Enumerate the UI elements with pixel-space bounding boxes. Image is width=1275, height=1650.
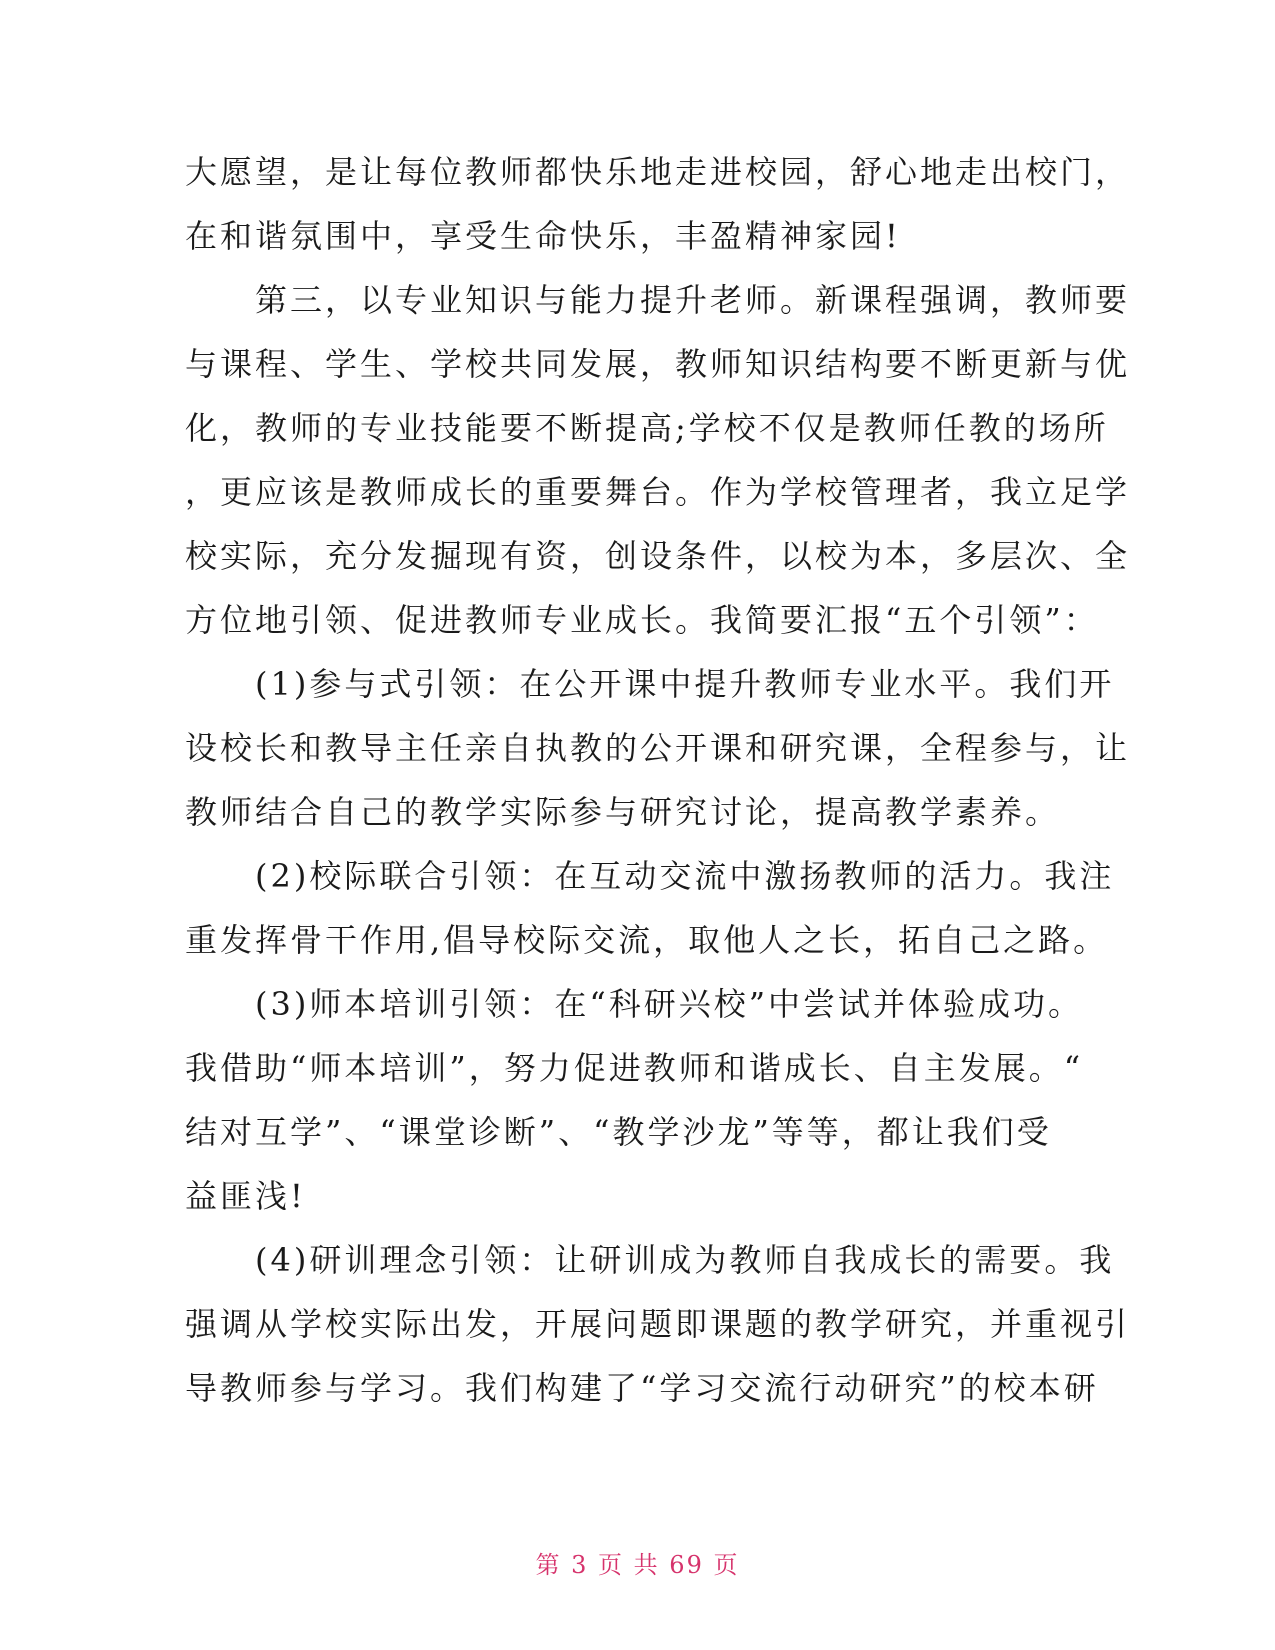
text-line: 方位地引领、促进教师专业成长。我简要汇报“五个引领”： xyxy=(185,601,1099,639)
page-number-footer: 第 3 页 共 69 页 xyxy=(535,1551,740,1579)
text-line: 化，教师的专业技能要不断提高;学校不仅是教师任教的场所 xyxy=(185,409,1109,447)
text-line: (1)参与式引领：在公开课中提升教师专业水平。我们开 xyxy=(185,665,1115,703)
text-line: (4)研训理念引领：让研训成为教师自我成长的需要。我 xyxy=(185,1241,1115,1279)
text-line: 强调从学校实际出发，开展问题即课题的教学研究，并重视引 xyxy=(185,1305,1131,1343)
text-line: 导教师参与学习。我们构建了“学习交流行动研究”的校本研 xyxy=(185,1369,1099,1407)
text-line: 重发挥骨干作用,倡导校际交流，取他人之长，拓自己之路。 xyxy=(185,921,1109,959)
text-line: 大愿望，是让每位教师都快乐地走进校园，舒心地走出校门， xyxy=(185,153,1131,191)
text-line: 校实际，充分发掘现有资，创设条件，以校为本，多层次、全 xyxy=(185,537,1131,575)
text-line: (3)师本培训引领：在“科研兴校”中尝试并体验成功。 xyxy=(185,985,1084,1023)
text-line: ，更应该是教师成长的重要舞台。作为学校管理者，我立足学 xyxy=(185,473,1131,511)
text-line: 结对互学”、“课堂诊断”、“教学沙龙”等等，都让我们受 xyxy=(185,1113,1052,1151)
text-line: 与课程、学生、学校共同发展，教师知识结构要不断更新与优 xyxy=(185,345,1131,383)
text-line: 在和谐氛围中，享受生命快乐，丰盈精神家园! xyxy=(185,217,901,255)
text-line: 设校长和教导主任亲自执教的公开课和研究课，全程参与，让 xyxy=(185,729,1131,767)
text-line: 我借助“师本培训”，努力促进教师和谐成长、自主发展。“ xyxy=(185,1049,1084,1087)
text-line: 益匪浅! xyxy=(185,1177,306,1215)
text-line: (2)校际联合引领：在互动交流中激扬教师的活力。我注 xyxy=(185,857,1115,895)
body-text xyxy=(185,140,1131,1420)
text-line: 第三，以专业知识与能力提升老师。新课程强调，教师要 xyxy=(185,281,1131,319)
text-line: 教师结合自己的教学实际参与研究讨论，提高教学素养。 xyxy=(185,793,1061,831)
